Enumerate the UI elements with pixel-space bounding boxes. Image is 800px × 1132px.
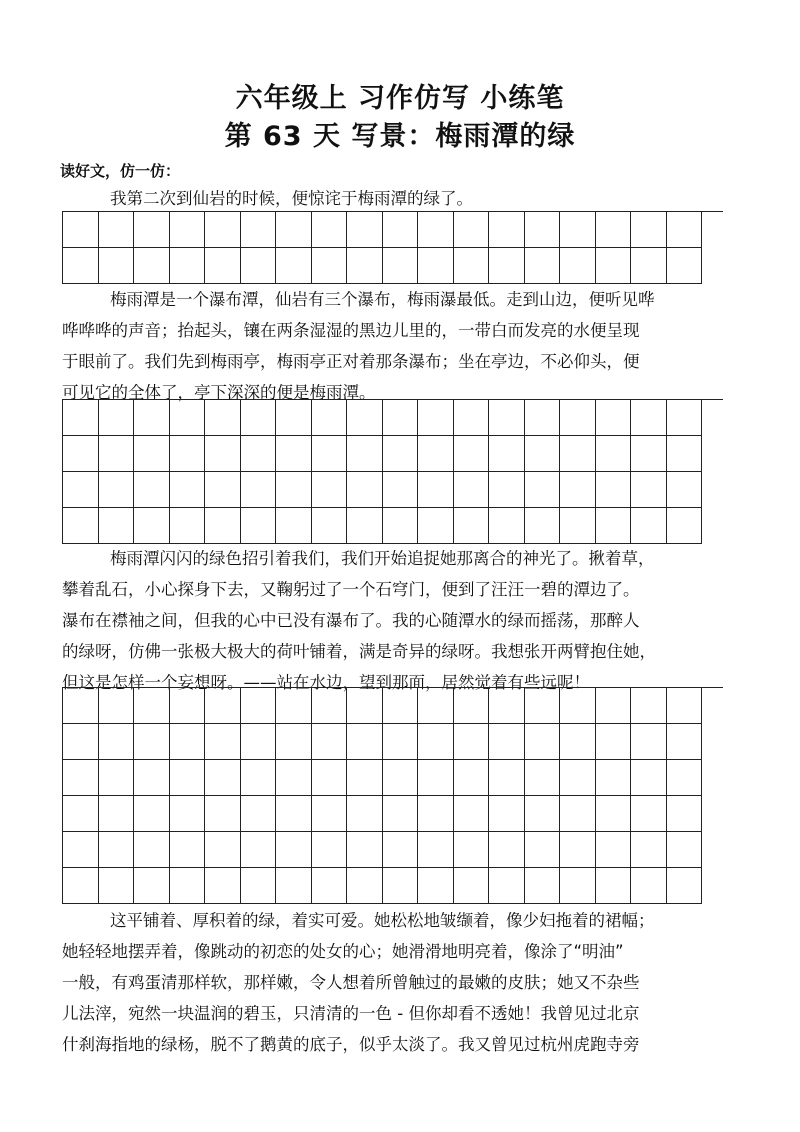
- grid-cell[interactable]: [99, 760, 135, 796]
- grid-cell[interactable]: [312, 868, 348, 904]
- grid-cell[interactable]: [170, 212, 206, 248]
- grid-cell[interactable]: [99, 248, 135, 284]
- grid-cell[interactable]: [454, 212, 490, 248]
- grid-cell[interactable]: [170, 832, 206, 868]
- grid-cell[interactable]: [525, 472, 561, 508]
- grid-row: [63, 472, 723, 508]
- grid-cell[interactable]: [525, 832, 561, 868]
- grid-cell[interactable]: [347, 832, 383, 868]
- grid-cell[interactable]: [170, 436, 206, 472]
- grid-cell[interactable]: [489, 832, 525, 868]
- grid-cell[interactable]: [205, 868, 241, 904]
- grid-cell[interactable]: [596, 832, 632, 868]
- grid-cell[interactable]: [596, 400, 632, 436]
- grid-cell[interactable]: [454, 760, 490, 796]
- passage-line: 这平铺着、厚积着的绿，着实可爱。她松松地皱缬着，像少妇拖着的裙幅；: [110, 911, 655, 930]
- grid-cell[interactable]: [347, 796, 383, 832]
- grid-cell[interactable]: [276, 832, 312, 868]
- passage-line: 儿法滓，宛然一块温润的碧玉，只清清的一色 - 但你却看不透她！我曾见过北京: [62, 1004, 640, 1023]
- grid-cell[interactable]: [383, 508, 419, 544]
- grid-cell[interactable]: [418, 508, 454, 544]
- grid-cell[interactable]: [347, 400, 383, 436]
- grid-cell[interactable]: [631, 248, 667, 284]
- grid-cell[interactable]: [276, 400, 312, 436]
- grid-cell[interactable]: [560, 212, 596, 248]
- grid-cell[interactable]: [205, 400, 241, 436]
- passage-2: [62, 284, 742, 408]
- grid-cell[interactable]: [205, 724, 241, 760]
- grid-cell[interactable]: [347, 724, 383, 760]
- grid-cell[interactable]: [312, 760, 348, 796]
- grid-cell[interactable]: [560, 796, 596, 832]
- grid-cell[interactable]: [383, 796, 419, 832]
- grid-cell[interactable]: [383, 760, 419, 796]
- grid-cell[interactable]: [631, 724, 667, 760]
- passage-line: 可见它的全体了，亭下深深的便是梅雨潭。: [62, 383, 376, 402]
- grid-row: [63, 508, 723, 544]
- grid-cell[interactable]: [276, 212, 312, 248]
- grid-cell[interactable]: [667, 400, 703, 436]
- grid-cell[interactable]: [454, 248, 490, 284]
- grid-cell[interactable]: [596, 724, 632, 760]
- grid-cell[interactable]: [454, 436, 490, 472]
- grid-cell[interactable]: [667, 436, 703, 472]
- grid-cell[interactable]: [312, 724, 348, 760]
- grid-cell[interactable]: [560, 760, 596, 796]
- grid-cell[interactable]: [134, 796, 170, 832]
- grid-cell[interactable]: [560, 688, 596, 724]
- grid-cell[interactable]: [631, 436, 667, 472]
- grid-cell[interactable]: [170, 472, 206, 508]
- grid-cell[interactable]: [312, 688, 348, 724]
- grid-cell[interactable]: [312, 508, 348, 544]
- grid-cell[interactable]: [99, 832, 135, 868]
- grid-cell[interactable]: [205, 688, 241, 724]
- grid-cell[interactable]: [596, 436, 632, 472]
- grid-cell[interactable]: [560, 472, 596, 508]
- passage-3: [62, 543, 742, 698]
- grid-cell[interactable]: [489, 472, 525, 508]
- grid-cell[interactable]: [383, 248, 419, 284]
- grid-cell[interactable]: [525, 688, 561, 724]
- grid-cell[interactable]: [418, 760, 454, 796]
- grid-cell[interactable]: [99, 472, 135, 508]
- grid-cell[interactable]: [383, 436, 419, 472]
- grid-row: [63, 248, 723, 284]
- grid-cell[interactable]: [489, 508, 525, 544]
- grid-cell[interactable]: [312, 796, 348, 832]
- grid-cell[interactable]: [489, 248, 525, 284]
- grid-cell[interactable]: [99, 400, 135, 436]
- grid-cell[interactable]: [134, 436, 170, 472]
- grid-cell[interactable]: [631, 400, 667, 436]
- grid-row: [63, 796, 723, 832]
- grid-cell[interactable]: [596, 248, 632, 284]
- grid-cell[interactable]: [241, 688, 277, 724]
- grid-cell[interactable]: [312, 212, 348, 248]
- grid-cell[interactable]: [454, 868, 490, 904]
- grid-cell[interactable]: [134, 868, 170, 904]
- grid-cell[interactable]: [63, 472, 99, 508]
- grid-cell[interactable]: [134, 760, 170, 796]
- grid-cell[interactable]: [312, 436, 348, 472]
- grid-cell[interactable]: [631, 760, 667, 796]
- passage-line: 但这是怎样一个妄想呀。——站在水边，望到那面，居然觉着有些远呢！: [62, 673, 590, 692]
- passage-line: 一般，有鸡蛋清那样软，那样嫩，令人想着所曾触过的最嫩的皮肤；她又不杂些: [62, 973, 640, 992]
- grid-cell[interactable]: [170, 796, 206, 832]
- grid-cell[interactable]: [489, 760, 525, 796]
- grid-cell[interactable]: [383, 212, 419, 248]
- grid-cell[interactable]: [205, 796, 241, 832]
- grid-cell[interactable]: [134, 508, 170, 544]
- grid-cell[interactable]: [241, 472, 277, 508]
- grid-cell[interactable]: [63, 760, 99, 796]
- grid-cell[interactable]: [667, 760, 703, 796]
- grid-cell[interactable]: [667, 688, 703, 724]
- grid-cell[interactable]: [631, 832, 667, 868]
- grid-cell[interactable]: [63, 508, 99, 544]
- grid-cell[interactable]: [63, 868, 99, 904]
- grid-cell[interactable]: [241, 760, 277, 796]
- passage-line: 梅雨潭是一个瀑布潭，仙岩有三个瀑布，梅雨瀑最低。走到山边，便听见哗: [110, 290, 655, 309]
- grid-cell[interactable]: [667, 248, 703, 284]
- grid-cell[interactable]: [63, 436, 99, 472]
- grid-cell[interactable]: [631, 688, 667, 724]
- grid-cell[interactable]: [347, 760, 383, 796]
- grid-cell[interactable]: [631, 508, 667, 544]
- grid-cell[interactable]: [418, 832, 454, 868]
- writing-grid-3[interactable]: [62, 687, 723, 904]
- passage-line: 于眼前了。我们先到梅雨亭，梅雨亭正对着那条瀑布；坐在亭边，不必仰头，便: [62, 352, 640, 371]
- grid-cell[interactable]: [134, 400, 170, 436]
- grid-cell[interactable]: [99, 508, 135, 544]
- grid-cell[interactable]: [347, 688, 383, 724]
- grid-cell[interactable]: [205, 248, 241, 284]
- grid-cell[interactable]: [241, 868, 277, 904]
- grid-cell[interactable]: [454, 832, 490, 868]
- grid-cell[interactable]: [667, 472, 703, 508]
- grid-cell[interactable]: [454, 724, 490, 760]
- passage-line: 梅雨潭闪闪的绿色招引着我们，我们开始追捉她那离合的神光了。揪着草，: [110, 549, 655, 568]
- grid-cell[interactable]: [276, 796, 312, 832]
- grid-cell[interactable]: [347, 212, 383, 248]
- passage-line: 什刹海指地的绿杨，脱不了鹅黄的底子，似乎太淡了。我又曾见过杭州虎跑寺旁: [62, 1035, 640, 1054]
- grid-cell[interactable]: [525, 796, 561, 832]
- grid-cell[interactable]: [383, 400, 419, 436]
- grid-cell[interactable]: [170, 400, 206, 436]
- grid-cell[interactable]: [170, 724, 206, 760]
- grid-cell[interactable]: [383, 724, 419, 760]
- passage-line: 的绿呀，仿佛一张极大极大的荷叶铺着，满是奇异的绿呀。我想张开两臂抱住她，: [62, 642, 656, 661]
- grid-cell[interactable]: [205, 508, 241, 544]
- grid-cell[interactable]: [560, 868, 596, 904]
- grid-cell[interactable]: [525, 436, 561, 472]
- grid-row: [63, 212, 723, 248]
- grid-cell[interactable]: [205, 832, 241, 868]
- grid-cell[interactable]: [489, 868, 525, 904]
- grid-cell[interactable]: [241, 436, 277, 472]
- grid-cell[interactable]: [312, 400, 348, 436]
- grid-cell[interactable]: [596, 472, 632, 508]
- grid-cell[interactable]: [241, 508, 277, 544]
- grid-cell[interactable]: [418, 472, 454, 508]
- grid-cell[interactable]: [99, 724, 135, 760]
- grid-cell[interactable]: [631, 472, 667, 508]
- grid-cell[interactable]: [560, 724, 596, 760]
- grid-cell[interactable]: [418, 796, 454, 832]
- grid-cell[interactable]: [347, 436, 383, 472]
- grid-cell[interactable]: [63, 724, 99, 760]
- section-prompt: 读好文，仿一仿：: [60, 162, 181, 180]
- grid-cell[interactable]: [489, 400, 525, 436]
- worksheet-subtitle: 第 63 天 写景：梅雨潭的绿: [224, 121, 576, 152]
- grid-cell[interactable]: [63, 248, 99, 284]
- grid-cell[interactable]: [134, 724, 170, 760]
- passage-1: [62, 183, 742, 214]
- grid-row: [63, 760, 723, 796]
- grid-cell[interactable]: [347, 248, 383, 284]
- grid-cell[interactable]: [347, 472, 383, 508]
- grid-cell[interactable]: [454, 796, 490, 832]
- grid-cell[interactable]: [276, 688, 312, 724]
- grid-cell[interactable]: [383, 832, 419, 868]
- grid-cell[interactable]: [631, 796, 667, 832]
- grid-cell[interactable]: [418, 868, 454, 904]
- grid-cell[interactable]: [418, 212, 454, 248]
- grid-cell[interactable]: [525, 868, 561, 904]
- grid-cell[interactable]: [596, 508, 632, 544]
- grid-cell[interactable]: [525, 760, 561, 796]
- grid-cell[interactable]: [241, 400, 277, 436]
- grid-cell[interactable]: [99, 436, 135, 472]
- passage-line: 攀着乱石，小心探身下去，又鞠躬过了一个石穹门，便到了汪汪一碧的潭边了。: [62, 580, 640, 599]
- grid-cell[interactable]: [63, 832, 99, 868]
- grid-cell[interactable]: [170, 688, 206, 724]
- grid-cell[interactable]: [596, 796, 632, 832]
- grid-cell[interactable]: [667, 832, 703, 868]
- grid-cell[interactable]: [134, 212, 170, 248]
- grid-cell[interactable]: [63, 796, 99, 832]
- grid-cell[interactable]: [525, 724, 561, 760]
- grid-cell[interactable]: [596, 212, 632, 248]
- grid-cell[interactable]: [454, 508, 490, 544]
- grid-row: [63, 832, 723, 868]
- grid-cell[interactable]: [667, 868, 703, 904]
- grid-cell[interactable]: [134, 248, 170, 284]
- grid-cell[interactable]: [99, 868, 135, 904]
- passage-line: 瀑布在襟袖之间，但我的心中已没有瀑布了。我的心随潭水的绿而摇荡，那醉人: [62, 611, 640, 630]
- grid-cell[interactable]: [276, 508, 312, 544]
- grid-cell[interactable]: [312, 832, 348, 868]
- grid-cell[interactable]: [525, 212, 561, 248]
- worksheet-title: 六年级上 习作仿写 小练笔: [235, 83, 565, 114]
- passage-line: 哗哗哗的声音；抬起头，镶在两条湿湿的黑边儿里的，一带白而发亮的水便呈现: [62, 321, 640, 340]
- grid-cell[interactable]: [454, 688, 490, 724]
- grid-cell[interactable]: [276, 724, 312, 760]
- writing-grid-1[interactable]: [62, 211, 723, 284]
- grid-cell[interactable]: [347, 508, 383, 544]
- grid-cell[interactable]: [170, 760, 206, 796]
- writing-grid-2[interactable]: [62, 399, 723, 544]
- grid-cell[interactable]: [667, 212, 703, 248]
- grid-cell[interactable]: [418, 688, 454, 724]
- grid-cell[interactable]: [134, 688, 170, 724]
- passage-line: 我第二次到仙岩的时候，便惊诧于梅雨潭的绿了。: [110, 189, 473, 208]
- passage-line: 她轻轻地摆弄着，像跳动的初恋的处女的心；她滑滑地明亮着，像涂了“明油”: [62, 942, 624, 961]
- grid-cell[interactable]: [525, 508, 561, 544]
- grid-cell[interactable]: [276, 868, 312, 904]
- grid-cell[interactable]: [560, 508, 596, 544]
- grid-cell[interactable]: [99, 688, 135, 724]
- grid-cell[interactable]: [560, 400, 596, 436]
- grid-cell[interactable]: [489, 688, 525, 724]
- grid-cell[interactable]: [418, 248, 454, 284]
- grid-cell[interactable]: [170, 868, 206, 904]
- grid-cell[interactable]: [312, 472, 348, 508]
- grid-cell[interactable]: [170, 508, 206, 544]
- grid-row: [63, 436, 723, 472]
- grid-cell[interactable]: [418, 400, 454, 436]
- grid-cell[interactable]: [99, 796, 135, 832]
- grid-cell[interactable]: [525, 400, 561, 436]
- grid-cell[interactable]: [99, 212, 135, 248]
- grid-cell[interactable]: [241, 248, 277, 284]
- grid-cell[interactable]: [383, 868, 419, 904]
- grid-cell[interactable]: [631, 868, 667, 904]
- grid-row: [63, 724, 723, 760]
- grid-cell[interactable]: [241, 212, 277, 248]
- grid-cell[interactable]: [560, 248, 596, 284]
- grid-cell[interactable]: [383, 688, 419, 724]
- grid-cell[interactable]: [134, 832, 170, 868]
- grid-cell[interactable]: [489, 436, 525, 472]
- grid-cell[interactable]: [241, 796, 277, 832]
- grid-cell[interactable]: [383, 472, 419, 508]
- grid-cell[interactable]: [276, 248, 312, 284]
- grid-cell[interactable]: [170, 248, 206, 284]
- grid-cell[interactable]: [276, 472, 312, 508]
- grid-cell[interactable]: [63, 688, 99, 724]
- grid-cell[interactable]: [205, 436, 241, 472]
- grid-cell[interactable]: [667, 724, 703, 760]
- grid-cell[interactable]: [667, 796, 703, 832]
- grid-cell[interactable]: [418, 436, 454, 472]
- grid-cell[interactable]: [489, 212, 525, 248]
- grid-cell[interactable]: [596, 760, 632, 796]
- grid-cell[interactable]: [134, 472, 170, 508]
- grid-cell[interactable]: [205, 760, 241, 796]
- grid-cell[interactable]: [454, 472, 490, 508]
- grid-cell[interactable]: [560, 436, 596, 472]
- grid-cell[interactable]: [347, 868, 383, 904]
- grid-cell[interactable]: [489, 724, 525, 760]
- grid-cell[interactable]: [276, 760, 312, 796]
- grid-cell[interactable]: [489, 796, 525, 832]
- grid-cell[interactable]: [241, 724, 277, 760]
- grid-cell[interactable]: [205, 212, 241, 248]
- grid-cell[interactable]: [454, 400, 490, 436]
- grid-cell[interactable]: [241, 832, 277, 868]
- grid-cell[interactable]: [205, 472, 241, 508]
- grid-cell[interactable]: [631, 212, 667, 248]
- grid-cell[interactable]: [63, 212, 99, 248]
- grid-cell[interactable]: [63, 400, 99, 436]
- grid-cell[interactable]: [418, 724, 454, 760]
- grid-row: [63, 868, 723, 904]
- grid-row: [63, 688, 723, 724]
- passage-4: [62, 905, 742, 1060]
- grid-cell[interactable]: [596, 868, 632, 904]
- grid-cell[interactable]: [596, 688, 632, 724]
- grid-row: [63, 400, 723, 436]
- grid-cell[interactable]: [667, 508, 703, 544]
- grid-cell[interactable]: [276, 436, 312, 472]
- grid-cell[interactable]: [312, 248, 348, 284]
- grid-cell[interactable]: [525, 248, 561, 284]
- grid-cell[interactable]: [560, 832, 596, 868]
